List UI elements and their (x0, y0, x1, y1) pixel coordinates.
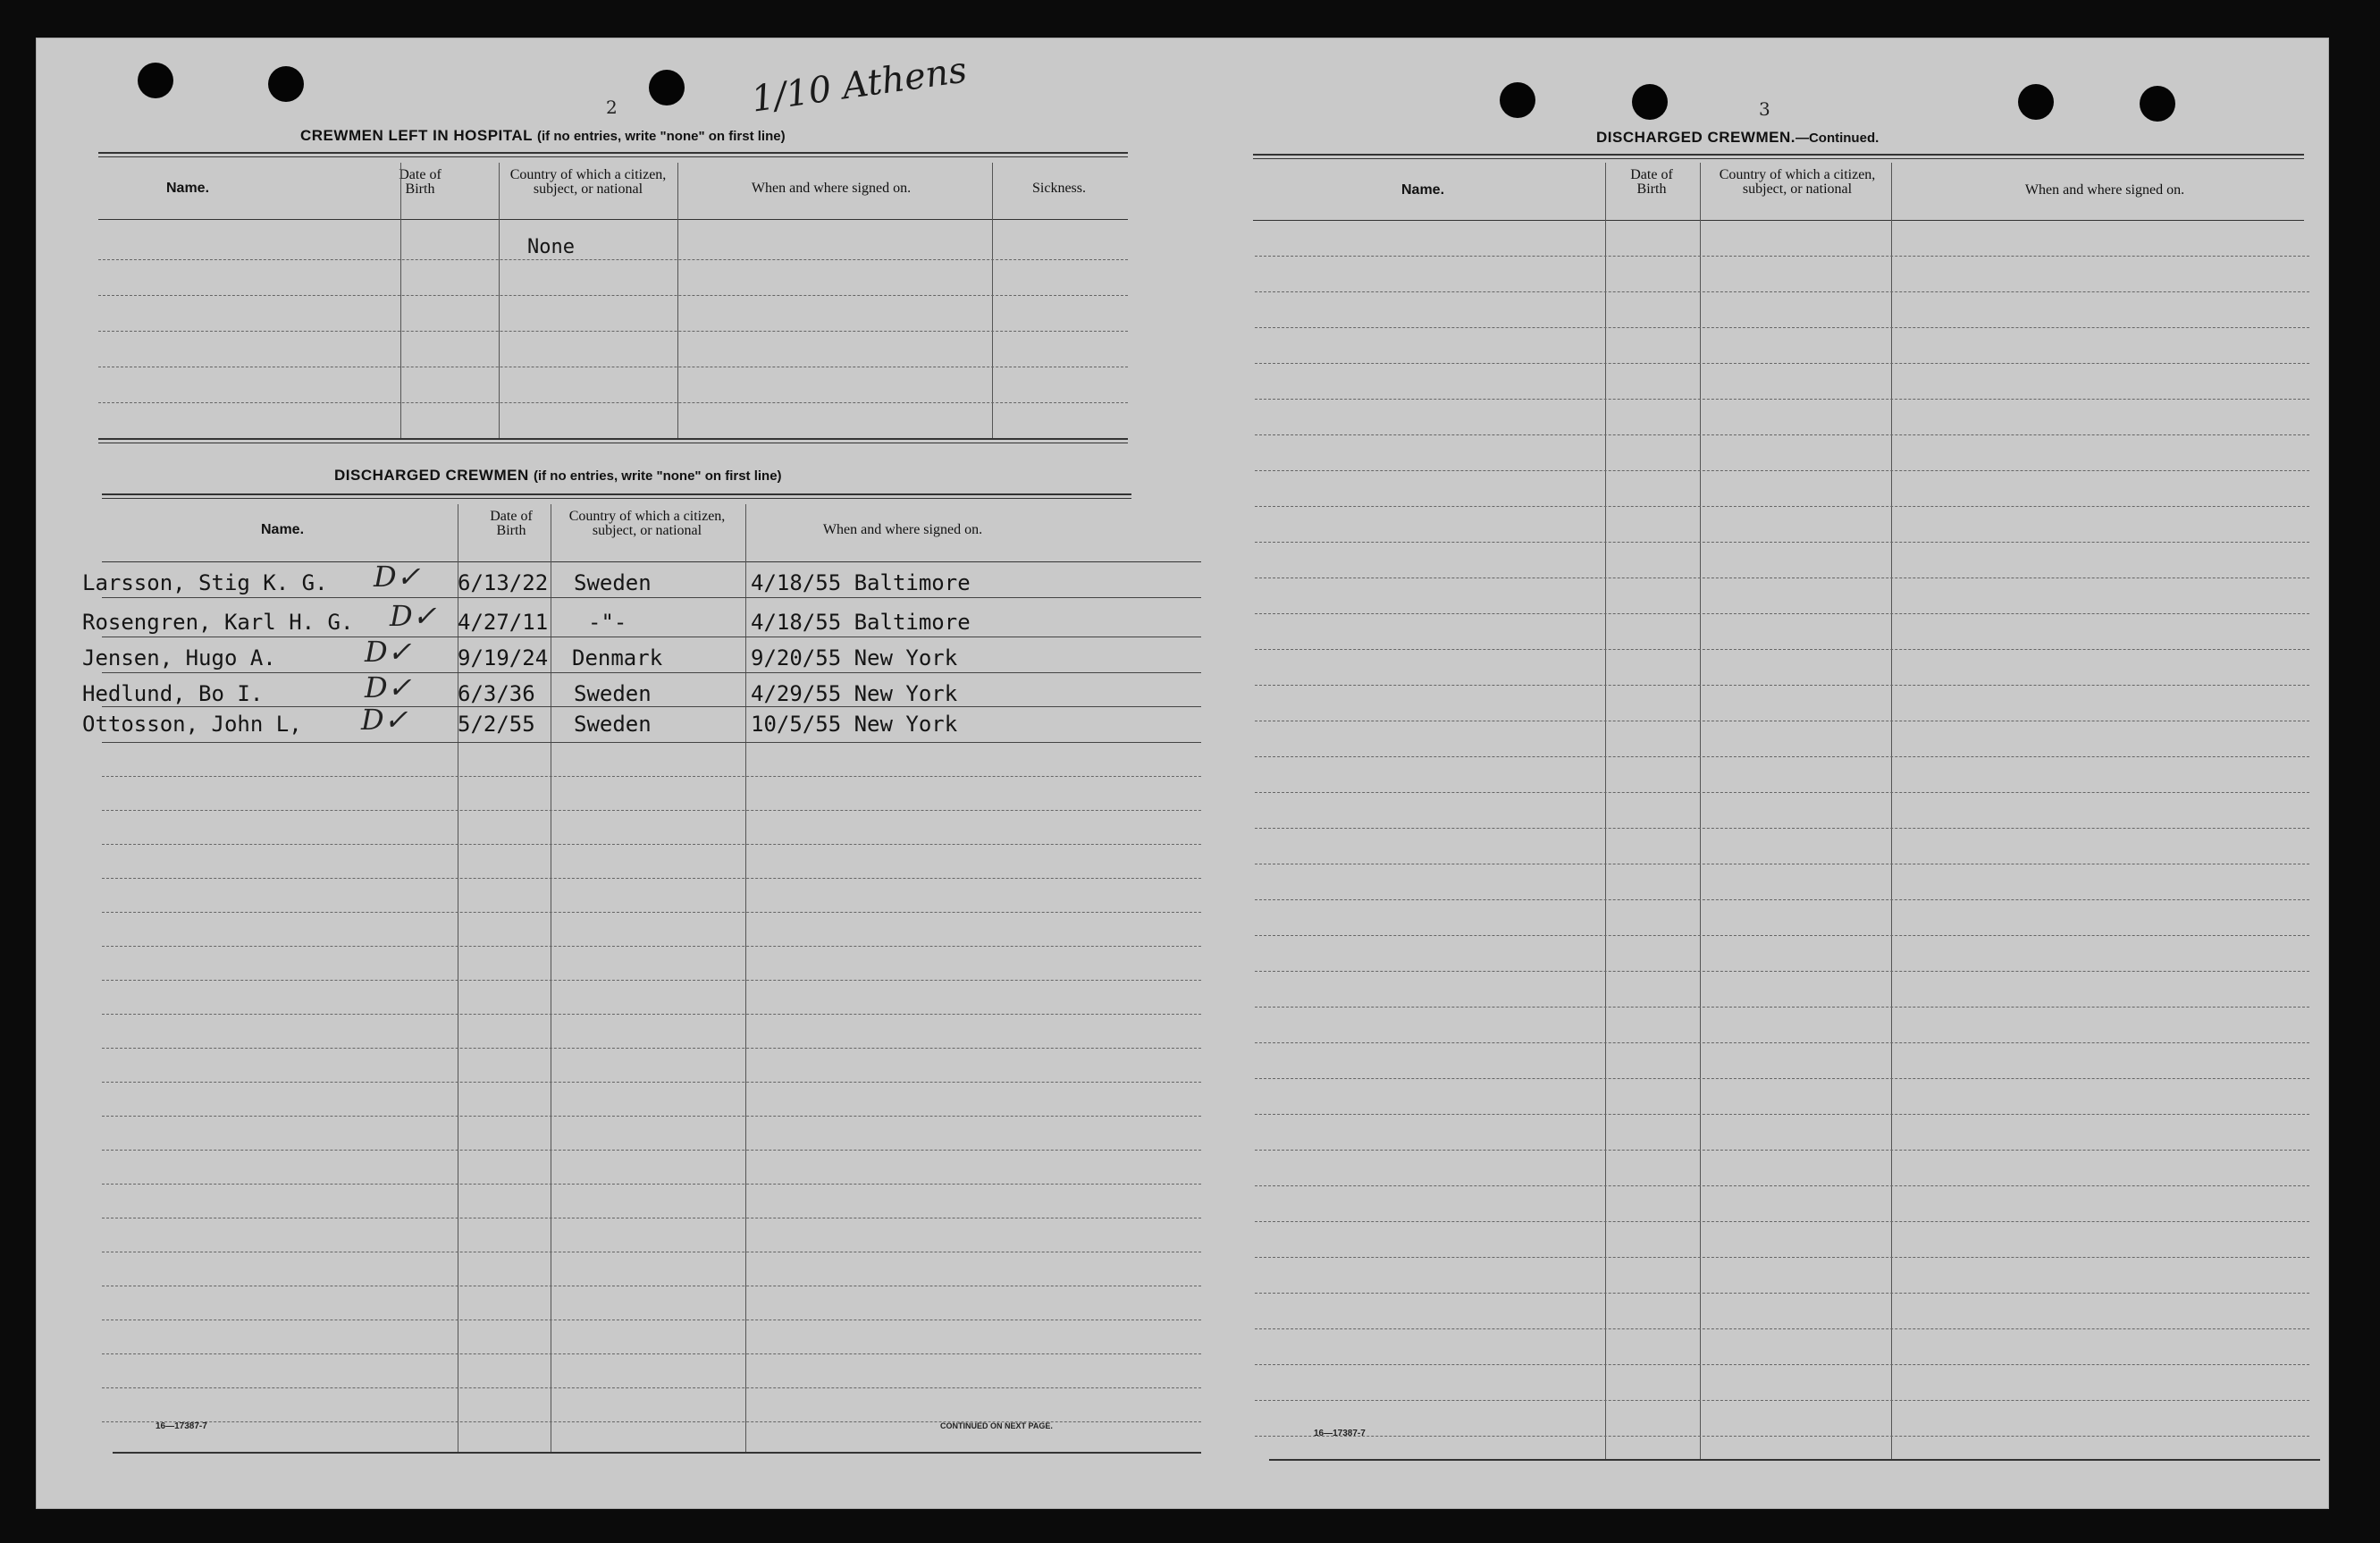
right-row-line (1255, 649, 2309, 650)
crew-dob: 5/2/55 (458, 712, 535, 737)
right-row-line (1255, 363, 2309, 364)
discharged-row-line (102, 672, 1201, 673)
hospital-title-text: CREWMEN LEFT IN HOSPITAL (300, 127, 533, 144)
hospital-none-entry: None (527, 236, 575, 258)
right-header-when-where: When and where signed on. (2024, 182, 2185, 198)
right-row-line (1255, 1007, 2309, 1008)
hospital-header-rule (98, 219, 1128, 220)
right-row-line (1255, 506, 2309, 507)
hospital-col-divider (499, 163, 500, 440)
discharged-bottom-rule (113, 1452, 1201, 1454)
discharge-check-mark: D✓ (365, 635, 412, 669)
crew-name: Hedlund, Bo I. (82, 681, 264, 706)
right-header-dob: Date of Birth (1630, 167, 1673, 197)
right-top-rule (1253, 154, 2304, 156)
discharge-check-mark: D✓ (361, 703, 408, 737)
right-row-line (1255, 971, 2309, 972)
form-sheet (36, 38, 2329, 1509)
right-row-line (1255, 256, 2309, 257)
hospital-header-dob: Date of Birth (399, 167, 442, 197)
crew-country: Sweden (574, 712, 652, 737)
crew-country: -"- (588, 610, 627, 635)
discharged-row-line (102, 1353, 1201, 1354)
right-row-line (1255, 792, 2309, 793)
discharged-header-name: Name. (260, 522, 305, 537)
discharge-check-mark: D✓ (374, 560, 421, 594)
discharged-row-line (102, 1048, 1201, 1049)
right-section-title (1596, 129, 1879, 147)
right-title-text: DISCHARGED CREWMEN. (1596, 129, 1796, 146)
hospital-top-rule (98, 152, 1128, 154)
crew-signed-on: 4/29/55 New York (751, 681, 958, 706)
right-row-line (1255, 1257, 2309, 1258)
right-row-line (1255, 1328, 2309, 1329)
hospital-row-line (98, 402, 1128, 403)
hospital-col-divider (677, 163, 678, 440)
punch-hole (268, 66, 304, 102)
right-row-line (1255, 1221, 2309, 1222)
discharged-top-rule (102, 493, 1131, 495)
discharged-col-divider (745, 504, 746, 1452)
right-col-divider (1700, 163, 1701, 1459)
discharged-row-line (102, 946, 1201, 947)
handwritten-note: 1/10 Athens (748, 49, 970, 121)
right-row-line (1255, 1293, 2309, 1294)
page-number-right: 3 (1759, 98, 1770, 120)
crew-signed-on: 4/18/55 Baltimore (751, 610, 971, 635)
crew-country: Denmark (572, 645, 663, 670)
hospital-row-line (98, 259, 1128, 260)
right-row-line (1255, 1185, 2309, 1186)
discharged-row-line (102, 1150, 1201, 1151)
right-row-line (1255, 1114, 2309, 1115)
continued-note: CONTINUED ON NEXT PAGE. (940, 1421, 1053, 1430)
right-row-line (1255, 613, 2309, 614)
right-row-line (1255, 1042, 2309, 1043)
form-number-right: 16—17387-7 (1314, 1429, 1366, 1438)
discharged-header-rule (102, 561, 1201, 562)
right-title-suffix: —Continued. (1795, 131, 1880, 146)
hospital-header-country: Country of which a citizen, subject, or national (509, 167, 667, 197)
hospital-header-when-where: When and where signed on. (751, 181, 912, 196)
punch-hole (649, 70, 685, 105)
discharged-row-line (102, 1387, 1201, 1388)
right-row-line (1255, 1078, 2309, 1079)
hospital-col-divider (400, 163, 401, 440)
hospital-row-line (98, 331, 1128, 332)
right-row-line (1255, 434, 2309, 435)
right-row-line (1255, 828, 2309, 829)
hospital-header-sickness: Sickness. (1032, 181, 1086, 196)
right-header-country: Country of which a citizen, subject, or national (1719, 167, 1876, 197)
punch-hole (2018, 84, 2054, 120)
punch-hole (1500, 82, 1535, 118)
right-col-divider (1891, 163, 1892, 1459)
discharged-row-line (102, 878, 1201, 879)
crew-name: Ottosson, John L, (82, 712, 302, 737)
discharged-row-line (102, 1116, 1201, 1117)
discharged-title-text: DISCHARGED CREWMEN (334, 467, 529, 484)
right-row-line (1255, 1400, 2309, 1401)
page-number-left: 2 (606, 97, 618, 118)
right-row-line (1255, 756, 2309, 757)
right-row-line (1255, 1364, 2309, 1365)
right-header-rule (1253, 220, 2304, 221)
right-row-line (1255, 399, 2309, 400)
right-row-line (1255, 685, 2309, 686)
hospital-title-note: (if no entries, write "none" on first line) (537, 129, 786, 144)
punch-hole (1632, 84, 1668, 120)
discharged-row-line (102, 742, 1201, 743)
discharged-header-country: Country of which a citizen, subject, or national (568, 509, 726, 538)
right-row-line (1255, 470, 2309, 471)
discharged-row-line (102, 844, 1201, 845)
punch-hole (138, 63, 173, 98)
discharged-section-title (334, 467, 782, 485)
discharged-header-dob: Date of Birth (490, 509, 533, 538)
crew-signed-on: 9/20/55 New York (751, 645, 958, 670)
right-row-line (1255, 935, 2309, 936)
crew-name: Jensen, Hugo A. (82, 645, 276, 670)
discharged-row-line (102, 1014, 1201, 1015)
right-col-divider (1605, 163, 1606, 1459)
discharged-header-when-where: When and where signed on. (822, 522, 983, 537)
right-row-line (1255, 327, 2309, 328)
discharge-check-mark: D✓ (365, 670, 412, 704)
form-number-left: 16—17387-7 (156, 1421, 207, 1431)
hospital-section-title (300, 127, 786, 145)
crew-country: Sweden (574, 681, 652, 706)
hospital-header-name: Name. (165, 181, 210, 196)
crew-name: Rosengren, Karl H. G. (82, 610, 354, 635)
right-row-line (1255, 1436, 2309, 1437)
crew-dob: 6/3/36 (458, 681, 535, 706)
right-header-name: Name. (1400, 182, 1445, 198)
discharged-title-note: (if no entries, write "none" on first line) (533, 468, 782, 484)
hospital-bottom-rule (98, 438, 1128, 440)
right-row-line (1255, 542, 2309, 543)
discharge-check-mark: D✓ (390, 599, 437, 633)
crew-dob: 9/19/24 (458, 645, 549, 670)
hospital-col-divider (992, 163, 993, 440)
right-bottom-rule (1269, 1459, 2320, 1461)
crew-signed-on: 4/18/55 Baltimore (751, 570, 971, 595)
right-row-line (1255, 899, 2309, 900)
right-row-line (1255, 1150, 2309, 1151)
discharged-row-line (102, 706, 1201, 707)
crew-country: Sweden (574, 570, 652, 595)
punch-hole (2140, 86, 2175, 122)
discharged-row-line (102, 776, 1201, 777)
right-row-line (1255, 291, 2309, 292)
discharged-row-line (102, 1184, 1201, 1185)
discharged-row-line (102, 810, 1201, 811)
crew-name: Larsson, Stig K. G. (82, 570, 328, 595)
crew-dob: 6/13/22 (458, 570, 549, 595)
discharged-row-line (102, 980, 1201, 981)
discharged-row-line (102, 597, 1201, 598)
discharged-row-line (102, 1082, 1201, 1083)
crew-dob: 4/27/11 (458, 610, 549, 635)
crew-signed-on: 10/5/55 New York (751, 712, 958, 737)
discharged-row-line (102, 912, 1201, 913)
hospital-row-line (98, 295, 1128, 296)
